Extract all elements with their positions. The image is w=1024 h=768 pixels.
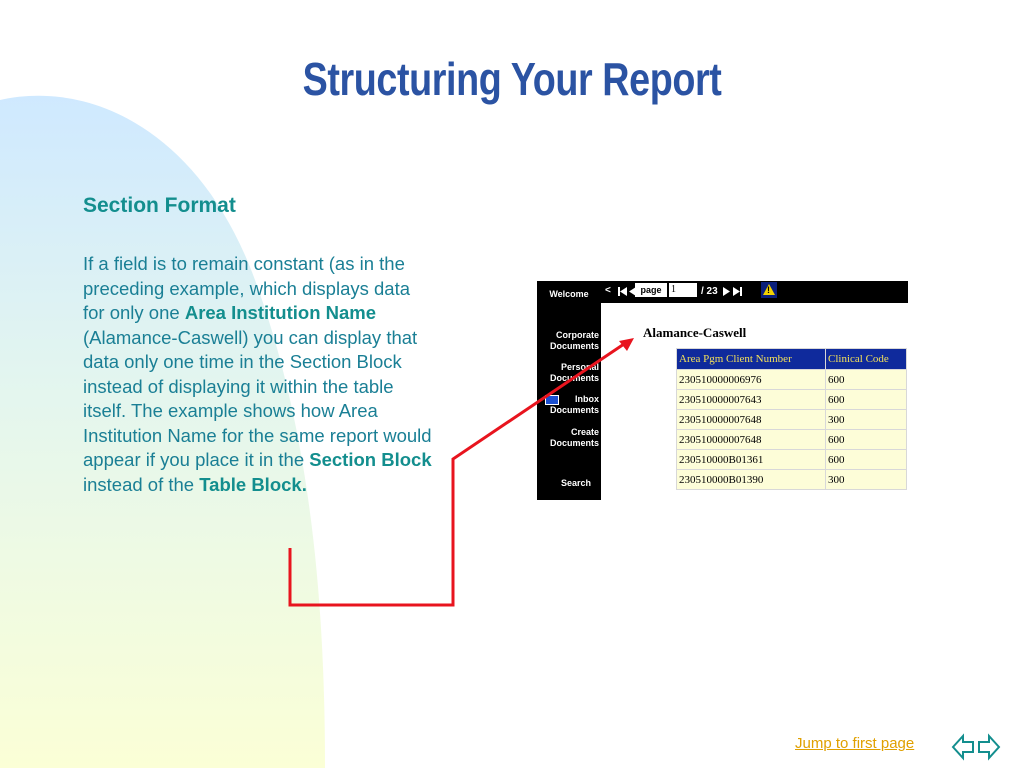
jump-to-first-page-link[interactable]: Jump to first page	[795, 735, 915, 752]
table-row: 230510000B01361 600	[677, 450, 906, 469]
report-toolbar	[601, 281, 908, 303]
bold-area-institution-name: Area Institution Name	[184, 302, 377, 323]
next-last-page-icon[interactable]	[723, 287, 751, 297]
table-row: 230510000007648 600	[677, 430, 906, 449]
page-button[interactable]: page	[635, 283, 667, 297]
slide-title: Structuring Your Report	[302, 53, 722, 105]
prev-next-slide-icon[interactable]	[951, 732, 1001, 762]
page-total: / 23	[701, 286, 718, 297]
sidebar-item-welcome[interactable]: Welcome	[549, 289, 589, 299]
report-sidebar	[537, 281, 601, 500]
sidebar-item-inbox-documents[interactable]: Inbox Documents	[549, 394, 599, 415]
section-heading: Section Format	[83, 194, 236, 217]
bold-table-block: Table Block.	[199, 473, 307, 495]
column-header: Clinical Code	[826, 349, 906, 369]
table-row: 230510000B01390 300	[677, 470, 906, 489]
back-button[interactable]: <	[605, 285, 611, 296]
report-table	[676, 348, 907, 490]
table-row: 230510000007643 600	[677, 390, 906, 409]
sidebar-item-create-documents[interactable]: Create Documents	[549, 427, 599, 448]
warning-icon[interactable]: !	[761, 282, 777, 298]
sidebar-item-corporate-documents[interactable]: Corporate Documents	[549, 330, 599, 351]
sidebar-item-personal-documents[interactable]: Personal Documents	[549, 362, 599, 383]
section-block-title: Alamance-Caswell	[643, 325, 747, 340]
column-header: Area Pgm Client Number	[677, 349, 825, 369]
table-row: 230510000006976 600	[677, 370, 906, 389]
sidebar-item-search[interactable]: Search	[560, 478, 591, 488]
embedded-report-screenshot	[537, 281, 908, 500]
page-number-input[interactable]: 1	[669, 283, 697, 297]
body-paragraph: If a field is to remain constant (as in the preceding example, which displays data for only one Area Institution Name (Alamance-Caswell) you can display that data only one time in the Section Block instead of displaying it within the table itself. The example shows how Area Institution Name for the same report would appear if you place it in the Section Block instead of the Table Block.	[83, 253, 432, 495]
table-row: 230510000007648 300	[677, 410, 906, 429]
bold-section-block: Section Block	[309, 449, 432, 470]
